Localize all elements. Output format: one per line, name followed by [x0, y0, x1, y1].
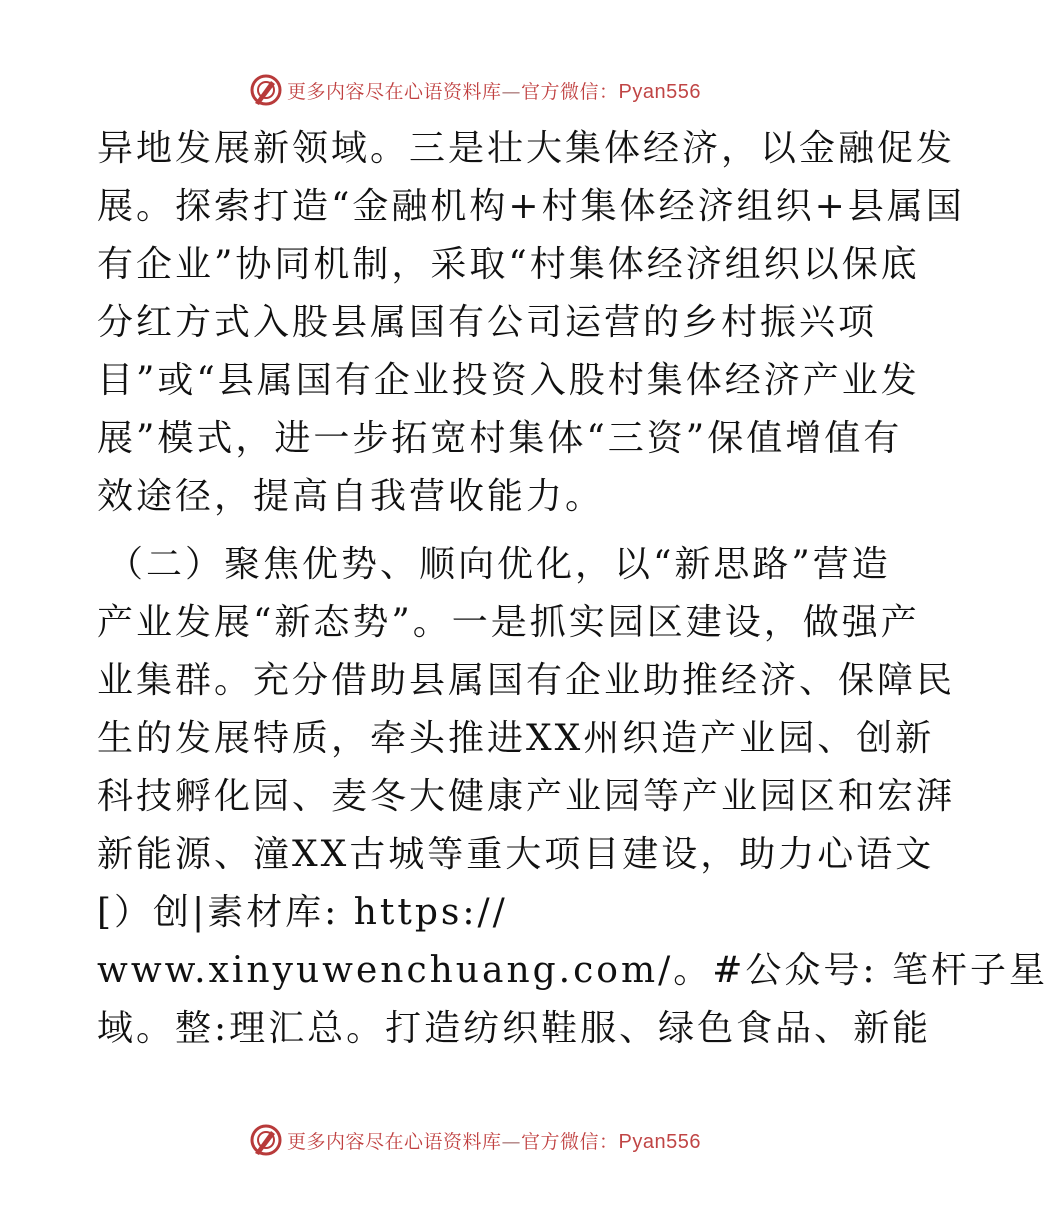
header-wechat-id: Pyan556	[618, 80, 701, 103]
text-line-7: 效途径，提高自我营收能力。	[97, 476, 605, 517]
page-header-banner	[0, 70, 950, 110]
text-line-14: [）创|素材库: https://	[97, 892, 508, 933]
header-separator: —	[501, 80, 522, 103]
document-body	[97, 120, 1048, 1058]
header-wechat-label: 官方微信：	[521, 80, 619, 103]
text-line-6: 展”模式，进一步拓宽村集体“三资”保值增值有	[97, 418, 903, 459]
section-heading-line: （二）聚焦优势、顺向优化，以“新思路”营造	[107, 544, 891, 585]
text-line-10: 业集群。充分借助县属国有企业助推经济、保障民	[97, 660, 956, 701]
text-line-1: 异地发展新领域。三是壮大集体经济，以金融促发	[97, 128, 956, 169]
text-line-9: 产业发展“新态势”。一是抓实园区建设，做强产	[97, 602, 920, 643]
footer-separator: —	[501, 1130, 522, 1153]
text-line-12: 科技孵化园、麦冬大健康产业园等产业园区和宏湃	[97, 776, 956, 817]
footer-site: 更多内容尽在心语资料库	[287, 1130, 502, 1153]
footer-wechat-label: 官方微信：	[521, 1130, 619, 1153]
text-line-13: 新能源、潼XX古城等重大项目建设，助力心语文	[97, 834, 935, 875]
page-footer-banner	[0, 1120, 950, 1160]
text-line-15: www.xinyuwenchuang.com/。#公众号: 笔杆子星	[97, 950, 1048, 991]
header-site: 更多内容尽在心语资料库	[287, 80, 502, 103]
footer-wechat-id: Pyan556	[618, 1130, 701, 1153]
pen-logo-icon	[249, 1123, 283, 1157]
text-line-2: 展。探索打造“金融机构+村集体经济组织+县属国	[97, 186, 965, 227]
text-line-3: 有企业”协同机制，采取“村集体经济组织以保底	[97, 244, 920, 285]
text-line-16: 域。整:理汇总。打造纺织鞋服、绿色食品、新能	[97, 1008, 932, 1049]
text-line-4: 分红方式入股县属国有公司运营的乡村振兴项	[97, 302, 878, 343]
text-line-5: 目”或“县属国有企业投资入股村集体经济产业发	[97, 360, 920, 401]
header-text	[287, 77, 701, 104]
footer-text	[287, 1127, 701, 1154]
pen-logo-icon	[249, 73, 283, 107]
text-line-11: 生的发展特质，牵头推进XX州织造产业园、创新	[97, 718, 935, 759]
